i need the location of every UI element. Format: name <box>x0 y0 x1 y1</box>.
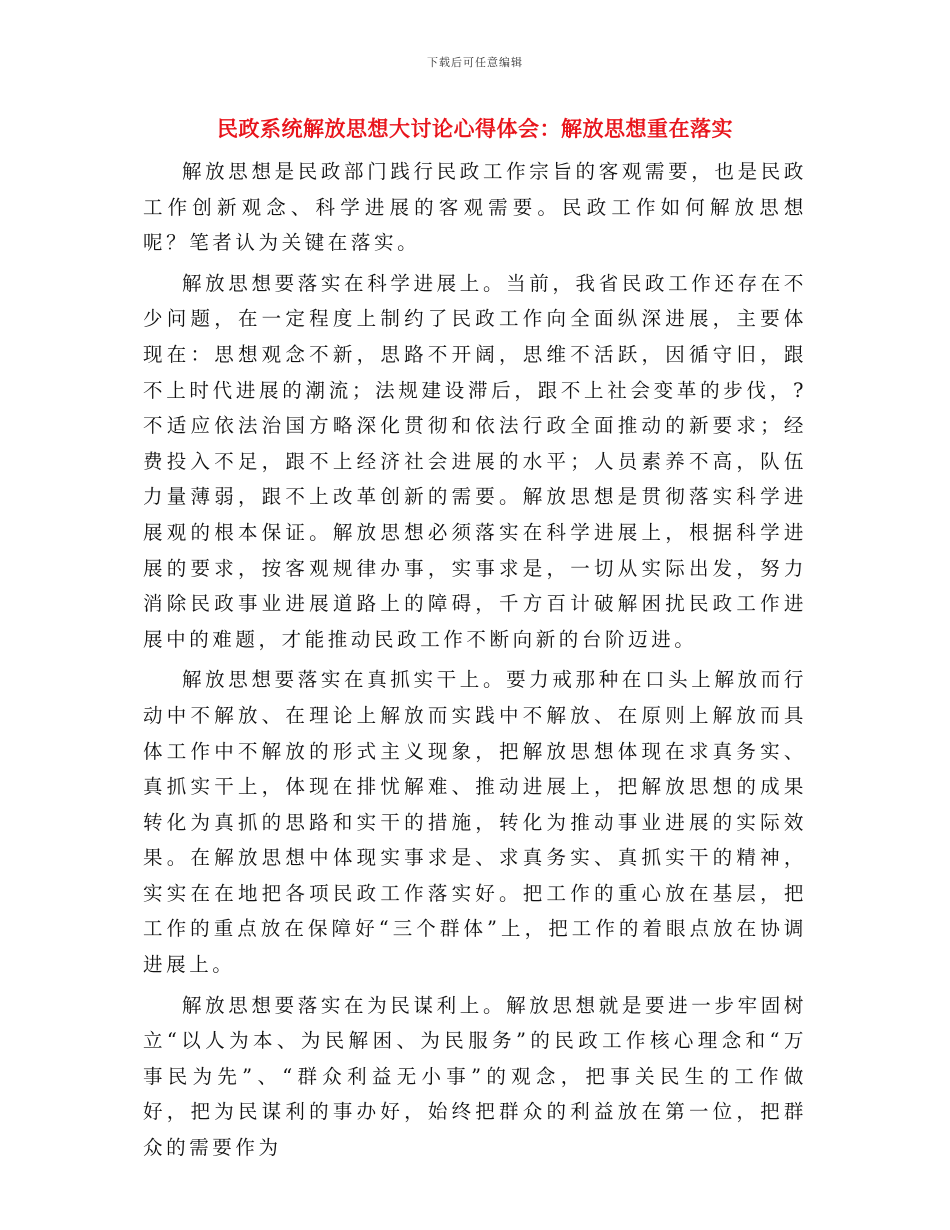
document-body <box>143 154 807 1171</box>
paragraph-3: 解放思想要落实在真抓实干上。要力戒那种在口头上解放而行动中不解放、在理论上解放而实践中不解放、在原则上解放而具体工作中不解放的形式主义现象，把解放思想体现在求真务实、真抓实干上，体现在排忧解难、推动进展上，把解放思想的成果转化为真抓的思路和实干的措施，转化为推动事业进展的实际效果。在解放思想中体现实事求是、求真务实、真抓实干的精神，实实在在地把各项民政工作落实好。把工作的重心放在基层，把工作的重点放在保障好“三个群体”上，把工作的着眼点放在协调进展上。 <box>143 668 807 977</box>
paragraph-1: 解放思想是民政部门践行民政工作宗旨的客观需要，也是民政工作创新观念、科学进展的客观需要。民政工作如何解放思想呢？笔者认为关键在落实。 <box>143 160 807 255</box>
paragraph-4: 解放思想要落实在为民谋利上。解放思想就是要进一步牢固树立“以人为本、为民解困、为民服务”的民政工作核心理念和“万事民为先”、“群众利益无小事”的观念，把事关民生的工作做好，把为民谋利的事办好，始终把群众的利益放在第一位，把群众的需要作为 <box>143 993 807 1160</box>
document-title: 民政系统解放思想大讨论心得体会：解放思想重在落实 <box>217 116 733 141</box>
paragraph-2: 解放思想要落实在科学进展上。当前，我省民政工作还存在不少问题，在一定程度上制约了民政工作向全面纵深进展，主要体现在：思想观念不新，思路不开阔，思维不活跃，因循守旧，跟不上时代进展的潮流；法规建设滞后，跟不上社会变革的步伐，?不适应依法治国方略深化贯彻和依法行政全面推动的新要求；经费投入不足，跟不上经济社会进展的水平；人员素养不高，队伍力量薄弱，跟不上改革创新的需要。解放思想是贯彻落实科学进展观的根本保证。解放思想必须落实在科学进展上，根据科学进展的要求，按客观规律办事，实事求是，一切从实际出发，努力消除民政事业进展道路上的障碍，千方百计破解困扰民政工作进展中的难题，才能推动民政工作不断向新的台阶迈进。 <box>143 271 807 651</box>
header-note: 下载后可任意编辑 <box>427 56 523 69</box>
